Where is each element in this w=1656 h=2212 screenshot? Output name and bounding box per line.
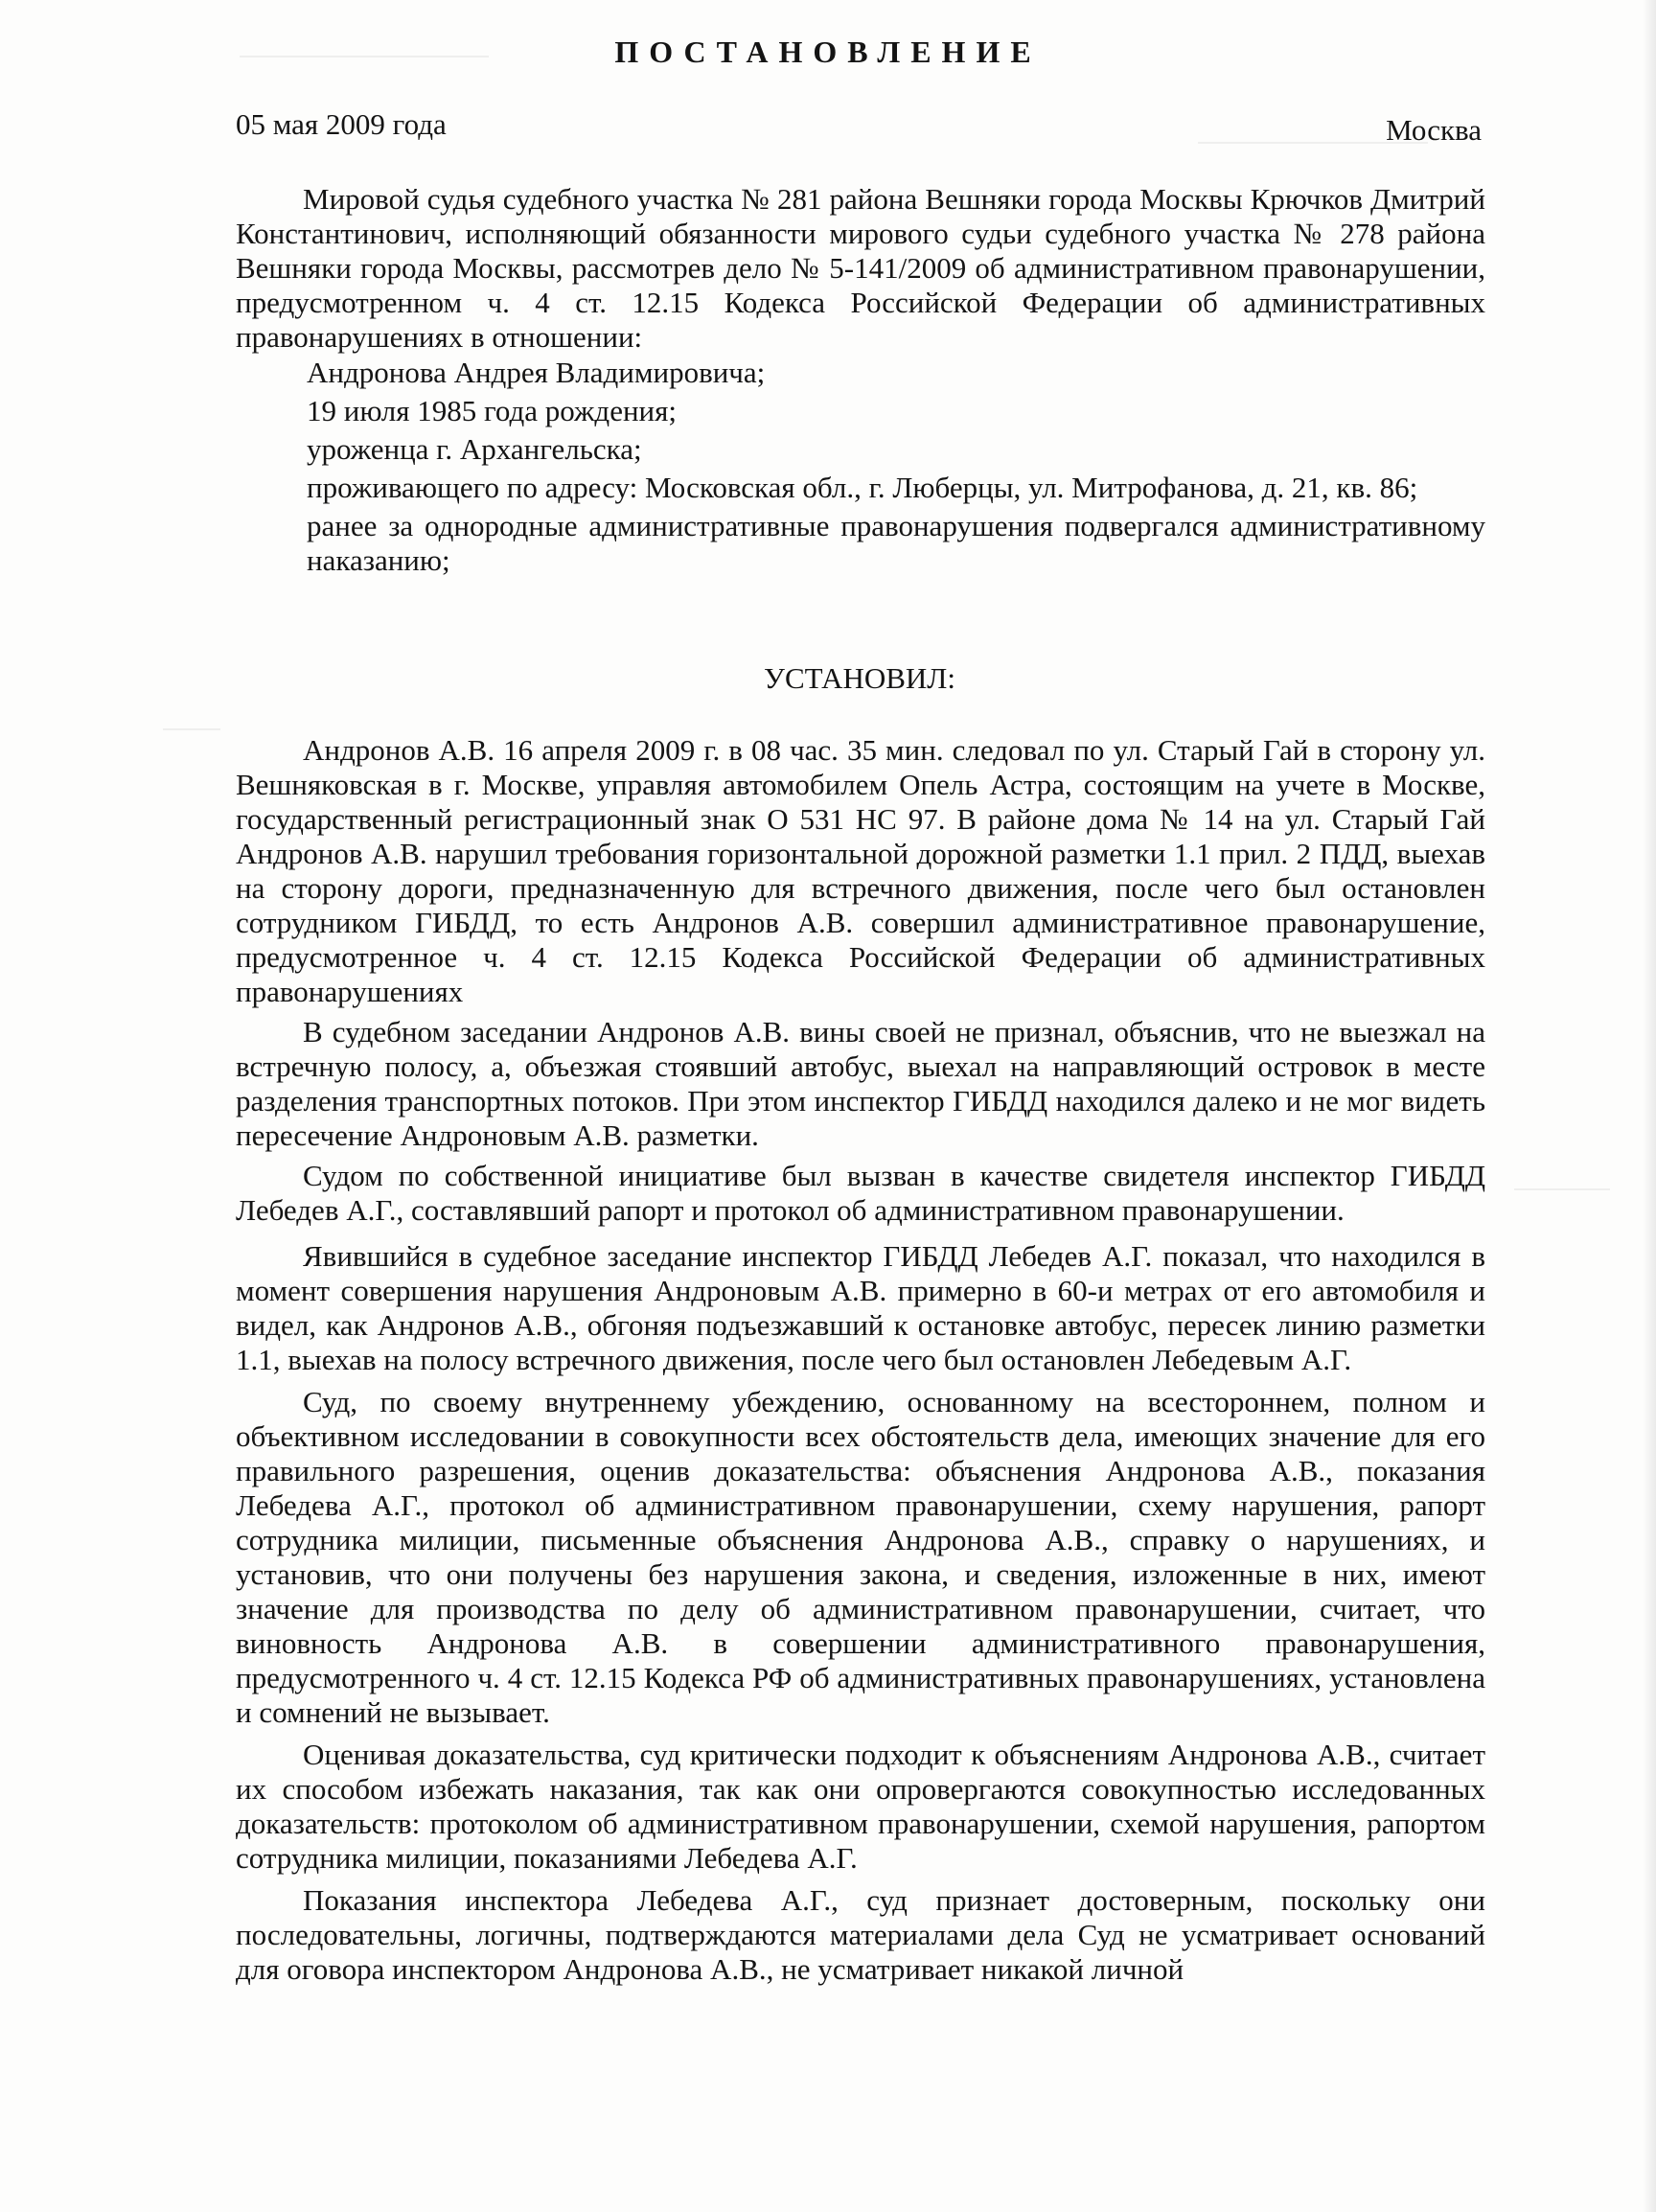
document-date: 05 мая 2009 года	[236, 107, 447, 141]
bleed-through-mark	[1514, 1188, 1610, 1190]
subject-birth-date: 19 июля 1985 года рождения;	[307, 394, 678, 427]
paragraph-witness-called: Судом по собственной инициативе был вызван в качестве свидетеля инспектор ГИБДД Лебедев А.Г., составлявший рапорт и протокол об административном правонарушении.	[236, 1159, 1485, 1227]
subject-name: Андронова Андрея Владимировича;	[307, 356, 766, 389]
document-city: Москва	[1386, 113, 1482, 147]
section-heading: УСТАНОВИЛ:	[764, 661, 955, 695]
intro-paragraph: Мировой судья судебного участка № 281 района Вешняки города Москвы Крючков Дмитрий Константинович, исполняющий обязанности мирового судьи судебного участка № 278 района Вешняки города Москвы, рассмотрев дело № 5-141/2009 об административном правонарушении, предусмотренном ч. 4 ст. 12.15 Кодекса Российской Федерации об административных правонарушениях в отношении:	[236, 182, 1485, 354]
paragraph-defendant-statement: В судебном заседании Андронов А.В. вины своей не признал, объяснив, что не выезжал на встречную полосу, а, объезжая стоявший автобус, выехал на направляющий островок в месте разделения транспортных потоков. При этом инспектор ГИБДД находился далеко и не мог видеть пересечение Андроновым А.В. разметки.	[236, 1015, 1485, 1152]
paragraph-court-assessment: Суд, по своему внутреннему убеждению, основанному на всестороннем, полном и объективном исследовании в совокупности всех обстоятельств дела, имеющих значение для его правильного разрешения, оценив доказательства: объяснения Андронова А.В., показания Лебедева А.Г., протокол об административном правонарушении, схему нарушения, рапорт сотрудника милиции, письменные объяснения Андронова А.В., справку о нарушениях, и установив, что они получены без нарушения закона, и сведения, изложенные в них, имеют значение для производства по делу об административном правонарушении, считает, что виновность Андронова А.В. в совершении административного правонарушения, предусмотренного ч. 4 ст. 12.15 Кодекса РФ об административных правонарушениях, установлена и сомнений не вызывает.	[236, 1385, 1485, 1729]
paragraph-inspector-credibility: Показания инспектора Лебедева А.Г., суд признает достоверным, поскольку они последовательны, логичны, подтверждаются материалами дела Суд не усматривает оснований для оговора инспектором Андронова А.В., не усматривает никакой личной	[236, 1883, 1485, 1986]
subject-prior-record: ранее за однородные административные правонарушения подвергался административному наказанию;	[307, 509, 1485, 577]
paragraph-witness-testimony: Явившийся в судебное заседание инспектор ГИБДД Лебедев А.Г. показал, что находился в момент совершения нарушения Андроновым А.В. примерно в 60-и метрах от его автомобиля и видел, как Андронов А.В., обгоняя подъезжавший к остановке автобус, пересек линию разметки 1.1, выехав на полосу встречного движения, после чего был остановлен Лебедевым А.Г.	[236, 1239, 1485, 1376]
page-edge-shadow	[1643, 0, 1656, 2212]
document-title: ПОСТАНОВЛЕНИЕ	[614, 35, 1042, 69]
subject-details	[307, 352, 1485, 578]
bleed-through-mark	[163, 728, 220, 730]
subject-address: проживающего по адресу: Московская обл., г. Люберцы, ул. Митрофанова, д. 21, кв. 86;	[307, 471, 1418, 504]
paragraph-evidence-evaluation: Оценивая доказательства, суд критически подходит к объяснениям Андронова А.В., считает их способом избежать наказания, так как они опровергаются совокупностью исследованных доказательств: протоколом об административном правонарушении, схемой нарушения, рапортом сотрудника милиции, показаниями Лебедева А.Г.	[236, 1738, 1485, 1875]
paragraph-circumstances: Андронов А.В. 16 апреля 2009 г. в 08 час. 35 мин. следовал по ул. Старый Гай в сторону ул. Вешняковская в г. Москве, управляя автомобилем Опель Астра, состоящим на учете в Москве, государственный регистрационный знак О 531 НС 97. В районе дома № 14 на ул. Старый Гай Андронов А.В. нарушил требования горизонтальной дорожной разметки 1.1 прил. 2 ПДД, выехав на сторону дороги, предназначенную для встречного движения, после чего был остановлен сотрудником ГИБДД, то есть Андронов А.В. совершил административное правонарушение, предусмотренное ч. 4 ст. 12.15 Кодекса Российской Федерации об административных правонарушениях	[236, 733, 1485, 1008]
subject-birthplace: уроженца г. Архангельска;	[307, 432, 642, 466]
body-text	[236, 733, 1485, 1987]
